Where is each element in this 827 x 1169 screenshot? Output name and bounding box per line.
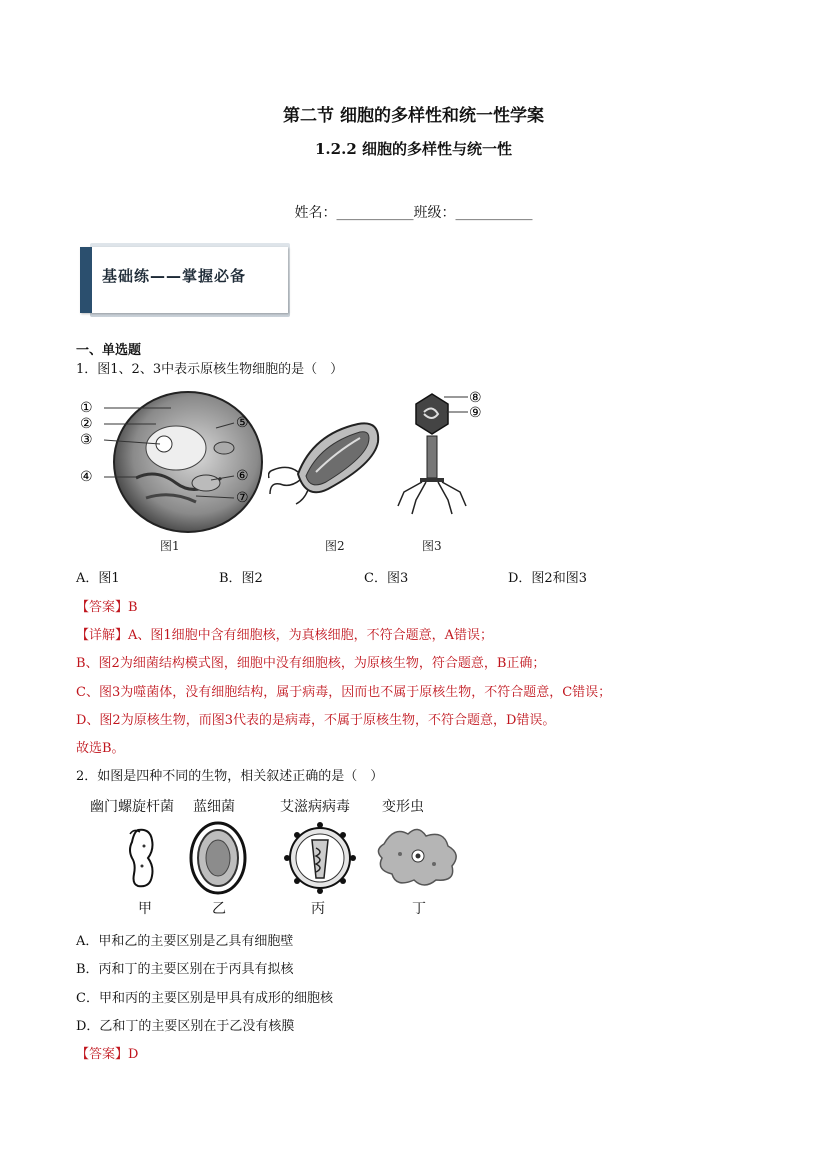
callout-8: ⑧	[469, 390, 482, 406]
figure-1-label: 图1	[160, 539, 180, 553]
q1-option-c: C．图3	[364, 571, 409, 586]
organism-name: 变形虫	[382, 799, 424, 815]
figure-3-label: 图3	[422, 539, 442, 553]
cyanobacterium-figure	[188, 820, 248, 896]
section-title: 一、单选题	[76, 343, 142, 358]
q2-option-a: A．甲和乙的主要区别是乙具有细胞壁	[76, 934, 294, 949]
callout-7: ⑦	[236, 490, 249, 506]
question-1-stem: 1．图1、2、3中表示原核生物细胞的是（ ）	[76, 362, 344, 377]
organism-label: 丙	[311, 901, 325, 917]
callout-3: ③	[80, 432, 93, 448]
bacteriophage-figure	[392, 388, 492, 528]
section-banner	[80, 243, 290, 317]
organism-name: 蓝细菌	[193, 799, 235, 815]
organism-label: 丁	[412, 901, 426, 917]
organism-label: 乙	[212, 901, 226, 917]
page-subtitle: 1.2.2 细胞的多样性与统一性	[315, 140, 512, 158]
q1-option-b: B．图2	[219, 571, 263, 586]
q1-explanation-line: 故选B。	[76, 741, 125, 756]
q1-option-d: D．图2和图3	[508, 571, 587, 586]
organism-name: 艾滋病病毒	[280, 799, 350, 815]
q2-answer: 【答案】D	[76, 1047, 139, 1062]
name-class-line: 姓名：___________班级：___________	[294, 205, 533, 221]
q1-explanation-line: C、图3为噬菌体，没有细胞结构，属于病毒，因而也不属于原核生物，不符合题意，C错误；	[76, 685, 612, 700]
bacterium-figure	[268, 414, 386, 510]
organism-name: 幽门螺旋杆菌	[90, 799, 174, 815]
q2-option-b: B．丙和丁的主要区别在于丙具有拟核	[76, 962, 294, 977]
q1-explanation-line: D、图2为原核生物，而图3代表的是病毒，不属于原核生物，不符合题意，D错误。	[76, 713, 556, 728]
callout-6: ⑥	[236, 468, 249, 484]
helicobacter-figure	[128, 826, 164, 890]
q1-answer: 【答案】B	[76, 600, 138, 615]
q2-option-d: D．乙和丁的主要区别在于乙没有核膜	[76, 1019, 295, 1034]
figure-2-label: 图2	[325, 539, 345, 553]
hiv-figure	[284, 822, 356, 894]
callout-5: ⑤	[236, 415, 249, 431]
banner-text: 基础练——掌握必备	[102, 267, 247, 285]
page-title: 第二节 细胞的多样性和统一性学案	[283, 106, 544, 126]
animal-cell-figure	[76, 388, 266, 536]
callout-9: ⑨	[469, 405, 482, 421]
callout-1: ①	[80, 400, 93, 416]
q2-option-c: C．甲和丙的主要区别是甲具有成形的细胞核	[76, 991, 333, 1006]
q1-option-a: A．图1	[76, 571, 120, 586]
callout-2: ②	[80, 416, 93, 432]
q1-explanation-line: B、图2为细菌结构模式图，细胞中没有细胞核，为原核生物，符合题意，B正确；	[76, 656, 546, 671]
question-2-stem: 2．如图是四种不同的生物，相关叙述正确的是（ ）	[76, 769, 384, 784]
organism-label: 甲	[138, 901, 152, 917]
callout-4: ④	[80, 469, 93, 485]
q1-explanation-line: 【详解】A、图1细胞中含有细胞核，为真核细胞，不符合题意，A错误；	[76, 628, 494, 643]
amoeba-figure	[374, 824, 462, 890]
